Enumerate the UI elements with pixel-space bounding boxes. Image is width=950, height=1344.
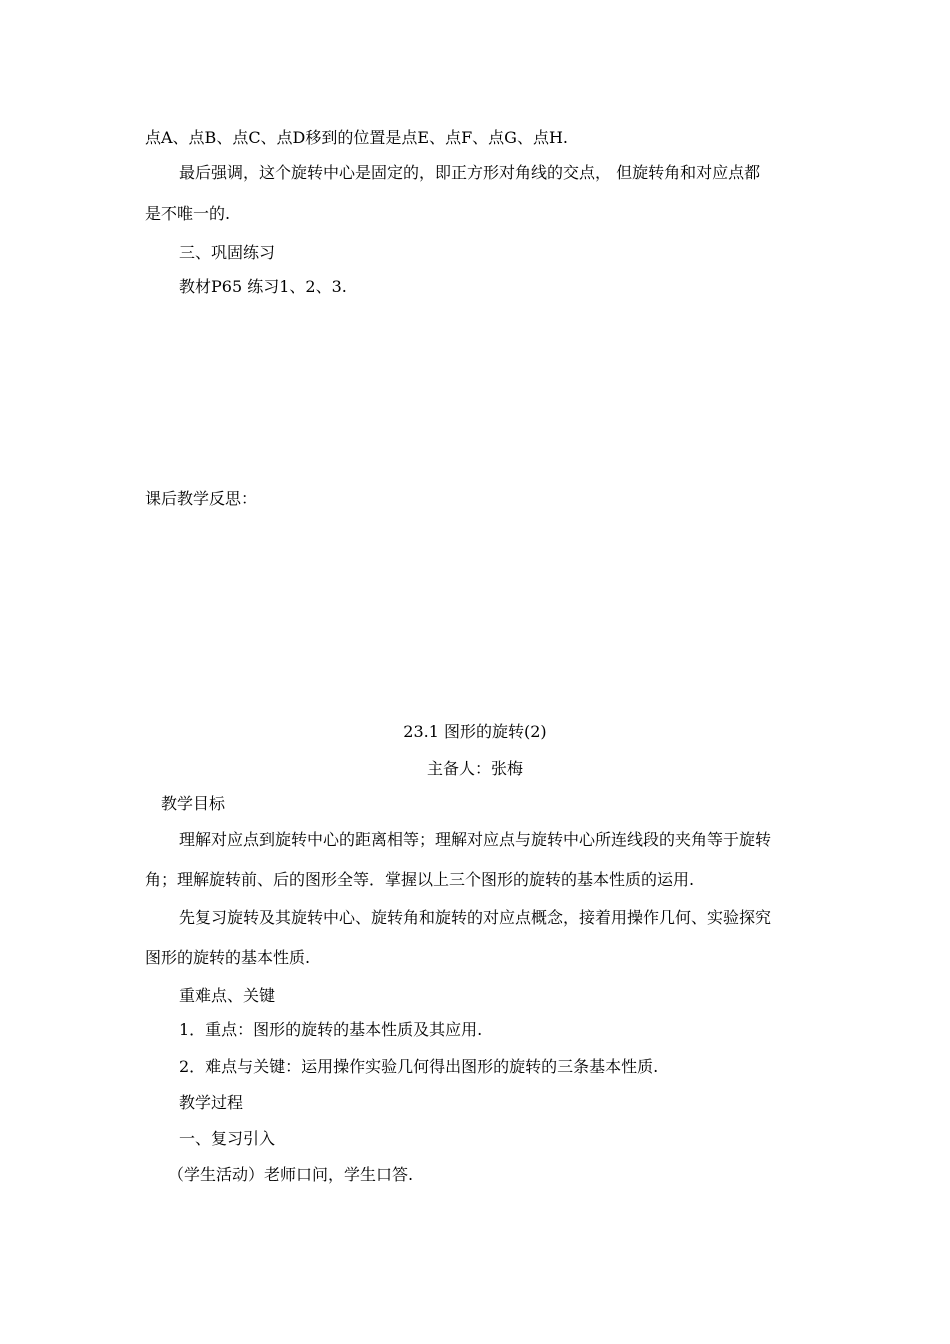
text-line-objective-2: 角；理解旋转前、后的图形全等．掌握以上三个图形的旋转的基本性质的运用.	[145, 870, 695, 889]
reflection-label: 课后教学反思：	[145, 489, 258, 508]
text-line-method-1: 先复习旋转及其旋转中心、旋转角和旋转的对应点概念，接着用操作几何、实验探究	[179, 908, 772, 927]
text-line-objective-1: 理解对应点到旋转中心的距离相等；理解对应点与旋转中心所连线段的夹角等于旋转	[179, 830, 772, 849]
section-heading-keypoints: 重难点、关键	[179, 986, 276, 1005]
text-line-review-activity: （学生活动）老师口问，学生口答.	[168, 1165, 414, 1184]
text-line-points-moved: 点A、点B、点C、点D移到的位置是点E、点F、点G、点H.	[145, 128, 568, 147]
text-line-keypoint-1: 1．重点：图形的旋转的基本性质及其应用.	[179, 1020, 483, 1039]
text-line-keypoint-2: 2．难点与关键：运用操作实验几何得出图形的旋转的三条基本性质.	[179, 1057, 659, 1076]
lesson-author: 主备人：张梅	[426, 759, 523, 778]
lesson-title: 23.1 图形的旋转(2)	[403, 722, 547, 741]
section-heading-review: 一、复习引入	[179, 1129, 276, 1148]
text-line-exercise: 教材P65 练习1、2、3.	[179, 277, 347, 296]
text-line-emphasis-1: 最后强调，这个旋转中心是固定的，即正方形对角线的交点， 但旋转角和对应点都	[179, 163, 761, 182]
section-heading-process: 教学过程	[179, 1093, 244, 1112]
section-heading-objectives: 教学目标	[161, 794, 226, 813]
section-heading-practice: 三、巩固练习	[179, 243, 276, 262]
text-line-emphasis-2: 是不唯一的.	[145, 204, 231, 223]
text-line-method-2: 图形的旋转的基本性质.	[145, 948, 311, 967]
